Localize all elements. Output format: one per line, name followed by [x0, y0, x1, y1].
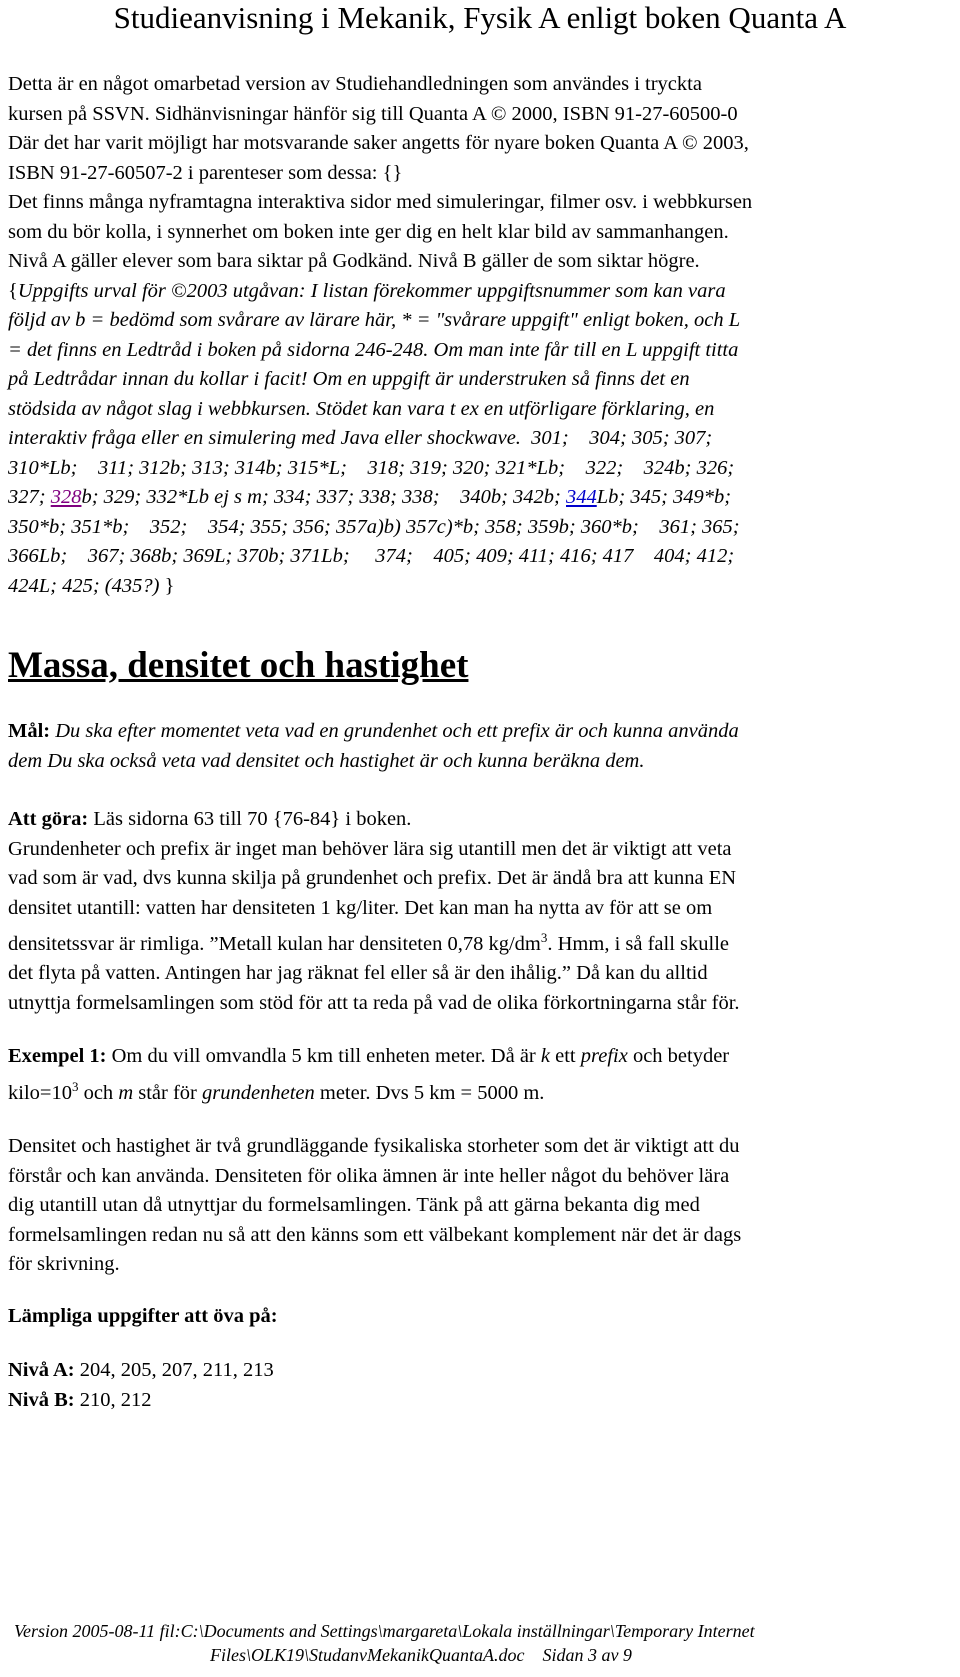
level-b-text: 210, 212: [74, 1388, 152, 1411]
exercise-list-line: följd av b = bedömd som svårare av lärare här, * = "svårare uppgift" enligt boken, och L: [8, 309, 741, 331]
level-b-label: Nivå B:: [8, 1388, 75, 1411]
exercise-list-line: [8, 572, 958, 602]
intro-line: Det finns många nyframtagna interaktiva sidor med simuleringar, filmer osv. i webbkursen: [8, 191, 753, 213]
example-paragraph: [8, 1042, 948, 1108]
example-text: meter. Dvs 5 km = 5000 m.: [314, 1081, 545, 1104]
example-prefix: prefix: [580, 1045, 628, 1067]
intro-line: ISBN 91-27-60507-2 i parenteser som dessa: {}: [8, 161, 403, 184]
example-text: och: [78, 1081, 119, 1104]
brace-close: }: [159, 574, 175, 597]
intro-line: kursen på SSVN. Sidhänvisningar hänför sig till Quanta A © 2000, ISBN 91-27-60500-0: [8, 102, 738, 125]
intro-line: Nivå A gäller elever som bara siktar på Godkänd. Nivå B gäller de som siktar högre.: [8, 250, 700, 272]
footer-line: Version 2005-08-11 fil:C:\Documents and Settings\margareta\Lokala inställningar\Temporary Internet: [14, 1621, 755, 1641]
example-grundenheten: grundenheten: [202, 1081, 315, 1104]
intro-line: Detta är en något omarbetad version av Studiehandledningen som användes i tryckta: [8, 73, 702, 95]
paragraph-line: densitet utantill: vatten har densiteten 1 kg/liter. Det kan man ha nytta av för att se om: [8, 896, 713, 919]
exercise-link-328[interactable]: 328: [50, 486, 82, 508]
exercise-text: b; 329; 332*Lb ej s m; 334; 337; 338; 338; 340b; 342b;: [81, 486, 566, 508]
exercise-text: 327;: [8, 486, 51, 508]
footer-line: Files\OLK19\StudanvMekanikQuantaA.doc Sidan 3 av 9: [210, 1645, 632, 1665]
paragraph-line: det flyta på vatten. Antingen har jag räknat fel eller så är den ihålig.” Då kan du alltid: [8, 962, 708, 985]
todo-label: Att göra:: [8, 808, 89, 830]
exercises-heading: [8, 1302, 948, 1332]
todo-text: Läs sidorna 63 till 70 {76-84} i boken.: [88, 808, 412, 830]
paragraph-line: formelsamlingen redan nu så att den känns som ett välbekant komplement när det är dags: [8, 1223, 742, 1246]
levels: [8, 1356, 948, 1415]
example-text: Om du vill omvandla 5 km till enheten meter. Då är: [106, 1045, 541, 1067]
exercise-list-line: 350*b; 351*b; 352; 354; 355; 356; 357a)b) 357c)*b; 358; 359b; 360*b; 361; 365;: [8, 515, 740, 538]
paragraph-text: densitetssvar är rimliga. ”Metall kulan har densiteten 0,78 kg/dm: [8, 932, 541, 955]
example-text: kilo=10: [8, 1081, 72, 1104]
exercise-list-line: 310*Lb; 311; 312b; 313; 314b; 315*L; 318; 319; 320; 321*Lb; 322; 324b; 326;: [8, 456, 735, 479]
exercise-list-line: [8, 483, 958, 513]
exercise-list-line: 366Lb; 367; 368b; 369L; 370b; 371Lb; 374; 405; 409; 411; 416; 417 404; 412;: [8, 545, 735, 567]
exercise-list-line: [8, 277, 958, 307]
paragraph-line: Densitet och hastighet är två grundläggande fysikaliska storheter som det är viktigt att du: [8, 1135, 740, 1157]
brace-open: {: [8, 279, 18, 302]
density-paragraph: [8, 1132, 948, 1280]
example-text: står för: [133, 1081, 203, 1104]
paragraph-line: [8, 930, 730, 955]
exercise-list-line: = det finns en Ledtråd i boken på sidorna 246-248. Om man inte får till en L uppgift titta: [8, 338, 739, 361]
exercise-list-line: på Ledtrådar innan du kollar i facit! Om en uppgift är understruken så finns det en: [8, 368, 690, 390]
goal-label: Mål:: [8, 720, 51, 742]
exercise-list-line: stödsida av något slag i webbkursen. Stödet kan vara t ex en utförligare förklaring, en: [8, 397, 715, 420]
exercise-list-text: Uppgifts urval för ©2003 utgåvan: I listan förekommer uppgiftsnummer som kan vara: [17, 279, 726, 302]
level-a-text: 204, 205, 207, 211, 213: [74, 1359, 274, 1381]
intro-line: som du bör kolla, i synnerhet om boken inte ger dig en helt klar bild av sammanhangen.: [8, 220, 729, 243]
example-text: ett: [550, 1045, 581, 1067]
goal-text: Du ska efter momentet veta vad en grundenhet och ett prefix är och kunna använda: [50, 720, 739, 742]
page-footer: [0, 1619, 960, 1667]
exercise-text: 424L; 425; (435?): [8, 574, 160, 597]
goal-paragraph: [8, 717, 948, 776]
intro-line: Där det har varit möjligt har motsvarande saker angetts för nyare boken Quanta A © 2003,: [8, 132, 749, 154]
paragraph-line: förstår och kan använda. Densiteten för olika ämnen är inte heller något du behöver lära: [8, 1164, 730, 1187]
superscript: 3: [71, 1078, 79, 1094]
paragraph-line: vad som är vad, dvs kunna skilja på grundenhet och prefix. Det är ändå bra att kunna EN: [8, 867, 737, 889]
example-text: och betyder: [627, 1045, 730, 1067]
exercise-link-344[interactable]: 344: [566, 486, 597, 508]
example-m: m: [118, 1081, 134, 1104]
exercise-list-line: interaktiv fråga eller en simulering med Java eller shockwave. 301; 304; 305; 307;: [8, 427, 713, 449]
paragraph-line: Grundenheter och prefix är inget man behöver lära sig utantill men det är viktigt att veta: [8, 837, 732, 860]
section-heading: Massa, densitet och hastighet: [8, 645, 469, 686]
page-header: Studieanvisning i Mekanik, Fysik A enligt boken Quanta A: [113, 0, 847, 35]
example-label: Exempel 1:: [8, 1045, 107, 1067]
superscript: 3: [540, 930, 548, 945]
goal-text: dem Du ska också veta vad densitet och hastighet är och kunna beräkna dem.: [8, 749, 645, 772]
intro-section: [8, 70, 958, 601]
level-a-label: Nivå A:: [8, 1359, 75, 1381]
paragraph-text: . Hmm, i så fall skulle: [547, 932, 730, 955]
paragraph-line: för skrivning.: [8, 1253, 120, 1275]
todo-paragraph: [8, 805, 948, 1018]
paragraph-line: dig utantill utan då utnyttjar du formelsamlingen. Tänk på att gärna bekanta dig med: [8, 1194, 700, 1216]
exercises-heading-text: Lämpliga uppgifter att öva på:: [8, 1305, 278, 1327]
paragraph-line: utnyttja formelsamlingen som stöd för att ta reda på vad de olika förkortningarna står för.: [8, 991, 740, 1014]
exercise-text: Lb; 345; 349*b;: [596, 486, 732, 508]
example-k: k: [540, 1045, 550, 1067]
